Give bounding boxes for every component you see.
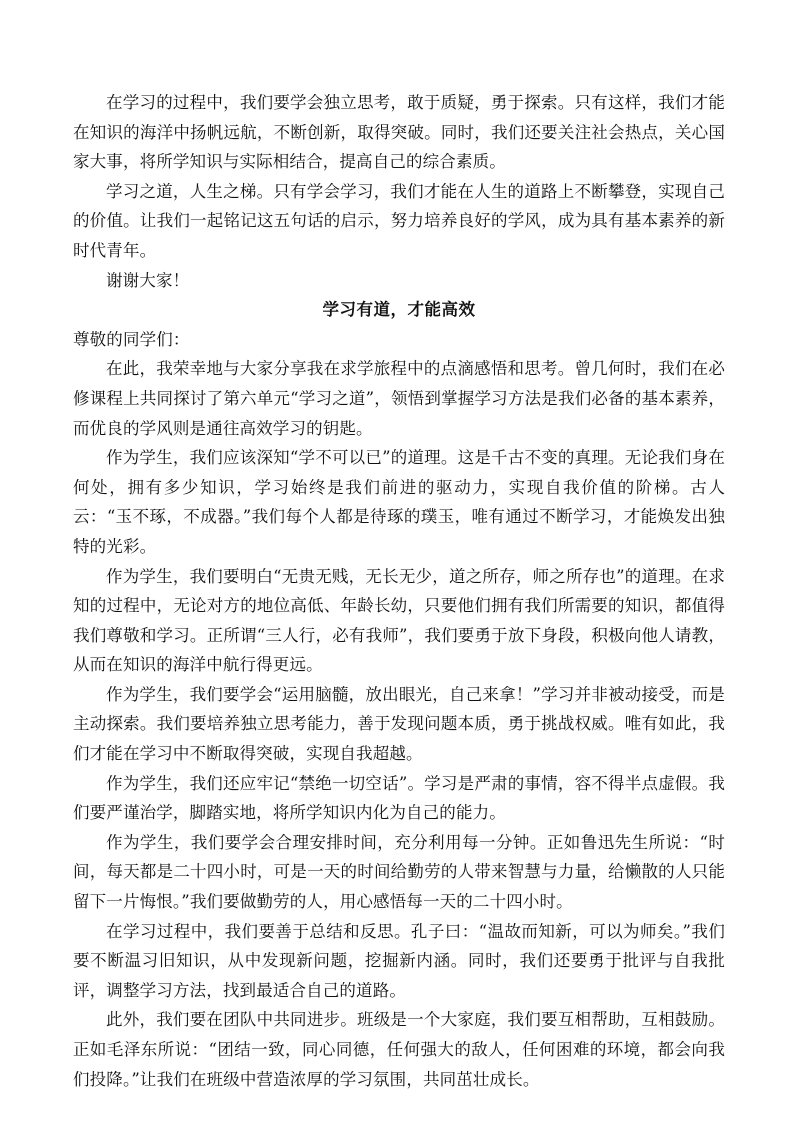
body-paragraph: 作为学生，我们要学会“运用脑髓，放出眼光，自己来拿！”学习并非被动接受，而是主动探索。我们要培养独立思考能力，善于发现问题本质，勇于挑战权威。唯有如此，我们才能在学习中不断取得突破，实现自我超越。 bbox=[73, 684, 725, 764]
body-paragraph: 作为学生，我们要明白“无贵无贱，无长无少，道之所存，师之所存也”的道理。在求知的过程中，无论对方的地位高低、年龄长幼，只要他们拥有我们所需要的知识，都值得我们尊敬和学习。正所谓“三人行，必有我师”，我们要勇于放下身段，积极向他人请教，从而在知识的海洋中航行得更远。 bbox=[73, 566, 725, 675]
body-paragraph: 作为学生，我们应该深知“学不可以已”的道理。这是千古不变的真理。无论我们身在何处，拥有多少知识，学习始终是我们前进的驱动力，实现自我价值的阶梯。古人云：“玉不琢，不成器。”我们每个人都是待琢的璞玉，唯有通过不断学习，才能焕发出独特的光彩。 bbox=[73, 448, 725, 556]
closing-line: 谢谢大家！ bbox=[106, 270, 190, 290]
body-paragraph: 此外，我们要在团队中共同进步。班级是一个大家庭，我们要互相帮助，互相鼓励。正如毛泽东所说：“团结一致，同心同德，任何强大的敌人，任何困难的环境，都会向我们投降。”让我们在班级中营造浓厚的学习氛围，共同茁壮成长。 bbox=[73, 1010, 725, 1089]
body-paragraph: 在学习过程中，我们要善于总结和反思。孔子曰：“温故而知新，可以为师矣。”我们要不断温习旧知识，从中发现新问题，挖掘新内涵。同时，我们还要勇于批评与自我批评，调整学习方法，找到最适合自己的道路。 bbox=[73, 921, 725, 1000]
greeting-line: 尊敬的同学们： bbox=[73, 329, 190, 349]
section-title: 学习有道，才能高效 bbox=[322, 300, 476, 320]
intro-paragraph: 在学习的过程中，我们要学会独立思考，敢于质疑，勇于探索。只有这样，我们才能在知识的海洋中扬帆远航，不断创新，取得突破。同时，我们还要关注社会热点，关心国家大事，将所学知识与实际相结合，提高自己的综合素质。 bbox=[73, 93, 725, 172]
body-paragraph: 作为学生，我们还应牢记“禁绝一切空话”。学习是严肃的事情，容不得半点虚假。我们要严谨治学，脚踏实地，将所学知识内化为自己的能力。 bbox=[73, 773, 725, 823]
body-paragraph: 作为学生，我们要学会合理安排时间，充分利用每一分钟。正如鲁迅先生所说：“时间，每天都是二十四小时，可是一天的时间给勤劳的人带来智慧与力量，给懒散的人只能留下一片悔恨。”我们要做勤劳的人，用心感悟每一天的二十四小时。 bbox=[73, 832, 725, 912]
document-body bbox=[73, 88, 725, 1094]
body-paragraph: 在此，我荣幸地与大家分享我在求学旅程中的点滴感悟和思考。曾几何时，我们在必修课程上共同探讨了第六单元“学习之道”，领悟到掌握学习方法是我们必备的基本素养，而优良的学风则是通往高效学习的钥匙。 bbox=[73, 359, 725, 438]
intro-paragraph: 学习之道，人生之梯。只有学会学习，我们才能在人生的道路上不断攀登，实现自己的价值。让我们一起铭记这五句话的启示，努力培养良好的学风，成为具有基本素养的新时代青年。 bbox=[73, 181, 725, 260]
